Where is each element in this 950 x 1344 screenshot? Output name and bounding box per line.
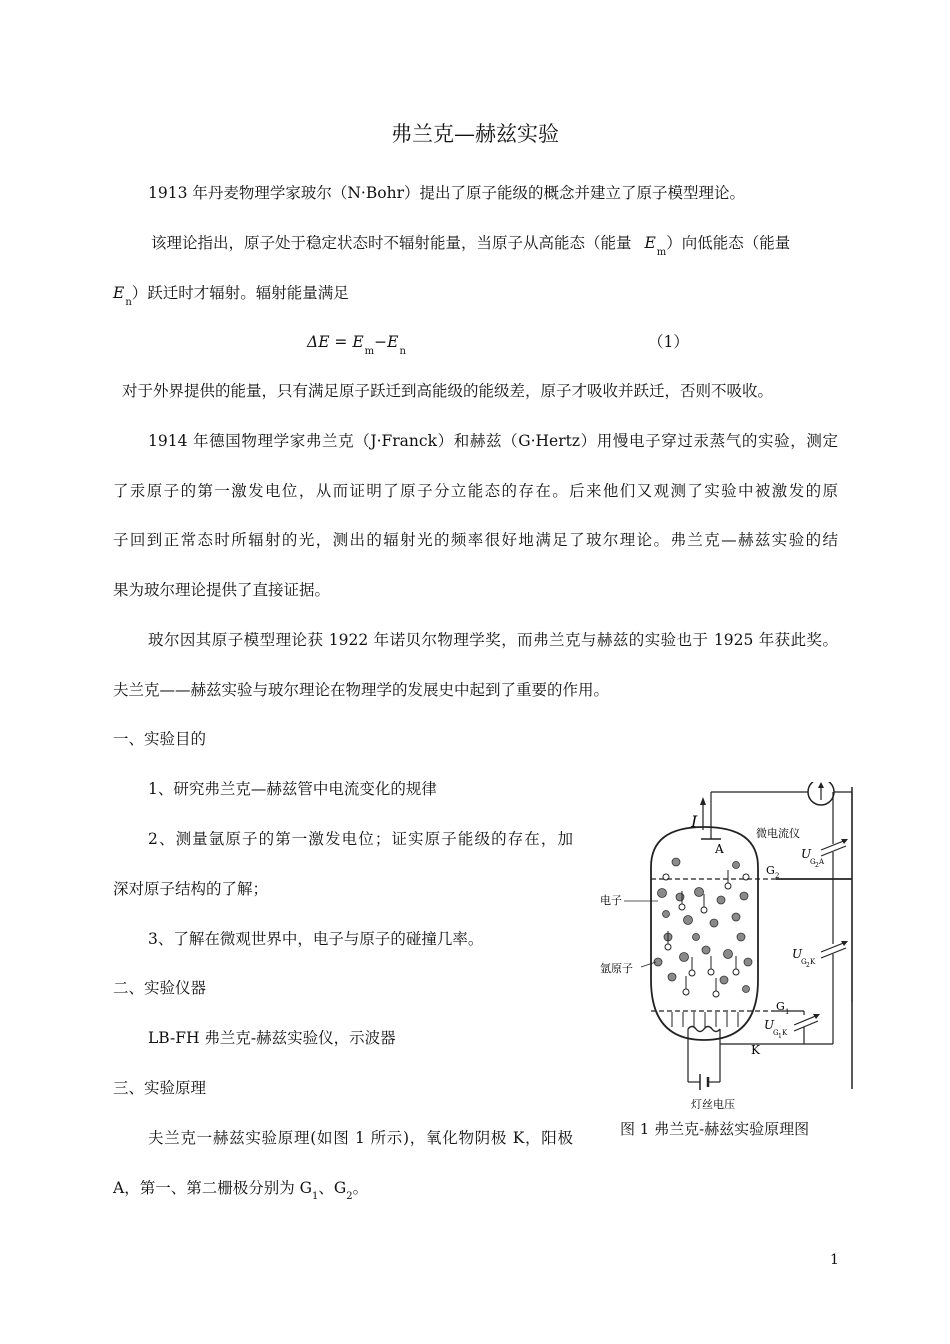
label-g2: G (766, 864, 775, 877)
intro-paragraph-1: 1913 年丹麦物理学家玻尔（N·Bohr）提出了原子能级的概念并建立了原子模型理论。 (148, 184, 745, 202)
label-current: I (691, 812, 698, 831)
label-ug1k: U (764, 1018, 775, 1032)
label-ug2a: U (801, 847, 812, 861)
intro-paragraph-4-line-2: 了汞原子的第一激发电位，从而证明了原子分立能态的存在。后来他们又观测了实验中被激发的原 (113, 482, 838, 500)
purpose-item-1: 1、研究弗兰克—赫兹管中电流变化的规律 (148, 780, 437, 798)
intro-paragraph-5-line-2: 夫兰克——赫兹实验与玻尔理论在物理学的发展史中起到了重要的作用。 (113, 681, 610, 699)
svg-text:2: 2 (806, 962, 810, 969)
figure-caption: 图 1 弗兰克-赫兹实验原理图 (620, 1120, 810, 1138)
intro-paragraph-4-line-4: 果为玻尔理论提供了直接证据。 (113, 581, 331, 599)
section-heading-instruments: 二、实验仪器 (113, 979, 207, 997)
equation-number: （1） (648, 333, 689, 351)
cathode-heater (688, 1027, 720, 1032)
label-anode: A (715, 842, 724, 856)
svg-text:2: 2 (775, 872, 780, 880)
intro-paragraph-4-line-3: 子回到正常态时所辐射的光，测出的辐射光的频率很好地满足了玻尔理论。弗兰克—赫兹实验的结 (113, 531, 838, 549)
instruments-item: LB-FH 弗兰克-赫兹实验仪，示波器 (148, 1029, 396, 1047)
intro-paragraph-4-line-1: 1914 年德国物理学家弗兰克（J·Franck）和赫兹（G·Hertz）用慢电子穿过汞蒸气的实验，测定 (148, 432, 838, 450)
purpose-item-2-line-1: 2、测量氩原子的第一激发电位；证实原子能级的存在，加 (148, 830, 573, 848)
svg-text:1: 1 (785, 1008, 790, 1016)
svg-text:K: K (782, 1029, 788, 1037)
principle-paragraph-line-1: 夫兰克一赫兹实验原理(如图 1 所示)，氧化物阴极 K，阳极 (148, 1129, 573, 1147)
intro-paragraph-2-line-1: 该理论指出，原子处于稳定状态时不辐射能量，当原子从高能态（能量 $E_m$）向低能态（能量 (151, 234, 791, 258)
principle-paragraph-line-2: A，第一、第二栅极分别为 $G_1$、$G_2$。 (113, 1179, 369, 1202)
section-heading-purpose: 一、实验目的 (113, 730, 207, 748)
intro-paragraph-5-line-1: 玻尔因其原子模型理论获 1922 年诺贝尔物理学奖，而弗兰克与赫兹的实验也于 1925 年获此奖。 (148, 631, 838, 649)
svg-text:2: 2 (815, 862, 819, 869)
label-cathode: K (751, 1043, 760, 1057)
label-argon-atom: 氩原子 (600, 962, 633, 975)
section-heading-principle: 三、实验原理 (113, 1079, 207, 1097)
label-g1: G (776, 1000, 785, 1013)
page-number: 1 (830, 1252, 839, 1268)
equation-1: $\Delta E = E_m-E_n$ (307, 333, 406, 357)
purpose-item-3: 3、了解在微观世界中，电子与原子的碰撞几率。 (148, 930, 484, 948)
svg-text:K: K (810, 958, 816, 966)
page-title: 弗兰克—赫兹实验 (391, 122, 559, 146)
svg-text:G: G (801, 958, 807, 966)
svg-text:1: 1 (778, 1033, 782, 1040)
franck-hertz-diagram (596, 782, 861, 1112)
intro-paragraph-2-line-2: $E_n$）跃迁时才辐射。辐射能量满足 (113, 284, 349, 308)
label-microammeter: 微电流仪 (756, 827, 800, 840)
svg-text:A: A (819, 858, 825, 866)
label-ug2k: U (792, 947, 803, 961)
label-electron: 电子 (600, 894, 622, 907)
svg-text:G: G (773, 1029, 779, 1037)
purpose-item-2-line-2: 深对原子结构的了解； (113, 880, 269, 898)
svg-text:G: G (810, 858, 816, 866)
label-filament-voltage: 灯丝电压 (691, 1098, 735, 1111)
intro-paragraph-3: 对于外界提供的能量，只有满足原子跃迁到高能级的能级差，原子才吸收并跃迁，否则不吸收。 (122, 382, 774, 400)
